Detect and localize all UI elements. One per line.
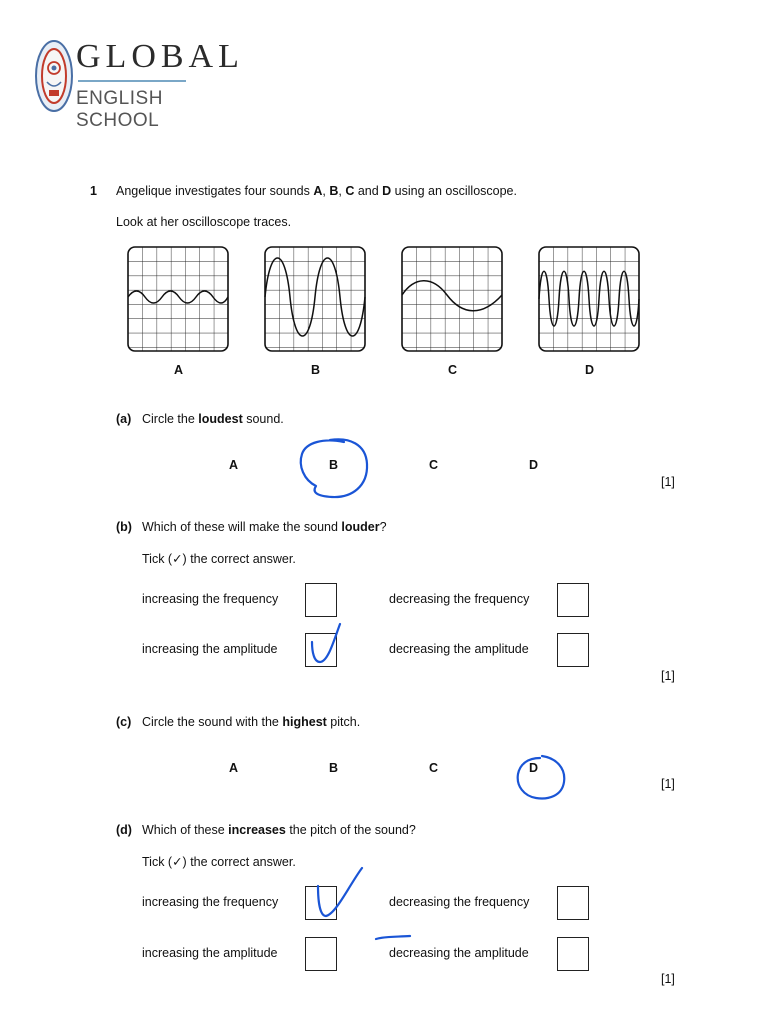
part-d-text: Which of these <box>142 823 229 837</box>
part-c-option-c[interactable]: C <box>429 761 439 775</box>
question-intro <box>116 184 517 198</box>
part-b-text-end: ? <box>379 520 387 534</box>
part-a-option-d[interactable]: D <box>529 458 539 472</box>
part-a-option-b[interactable]: B <box>329 458 339 472</box>
part-d-label: (d) <box>116 823 132 837</box>
part-d-stray-pen-mark <box>372 931 416 945</box>
part-c-option-a[interactable]: A <box>229 761 239 775</box>
oscilloscope-screen-c <box>402 247 502 351</box>
part-c-question <box>142 715 360 729</box>
school-crest-icon <box>34 38 74 114</box>
part-b-checkbox-increase-frequency[interactable] <box>305 583 337 617</box>
part-b-option-label: increasing the frequency <box>142 592 279 606</box>
part-b-option-label: decreasing the frequency <box>389 592 530 606</box>
intro-sep: , <box>338 184 346 198</box>
intro-sound-b: B <box>329 184 339 198</box>
intro-text-end: using an oscilloscope. <box>391 184 517 198</box>
part-d-question <box>142 823 416 837</box>
part-c-option-d[interactable]: D <box>529 761 539 775</box>
part-c-text: Circle the sound with the <box>142 715 283 729</box>
oscilloscope-traces <box>124 245 664 357</box>
look-instruction: Look at her oscilloscope traces. <box>116 215 292 229</box>
intro-sound-d: D <box>382 184 392 198</box>
part-d-text-end: the pitch of the sound? <box>285 823 416 837</box>
question-number: 1 <box>90 184 97 198</box>
trace-label-a: A <box>174 363 184 377</box>
oscilloscope-screen-b <box>265 247 365 351</box>
intro-and: and <box>354 184 383 198</box>
part-d-option-label: decreasing the amplitude <box>389 946 529 960</box>
part-a-option-a[interactable]: A <box>229 458 239 472</box>
intro-sound-c: C <box>345 184 355 198</box>
part-b-tick-mark <box>304 620 344 670</box>
school-logo <box>34 38 244 131</box>
trace-label-c: C <box>448 363 458 377</box>
part-b-checkbox-decrease-amplitude[interactable] <box>557 633 589 667</box>
oscilloscope-screen-d <box>539 247 639 351</box>
part-d-checkbox-increase-amplitude[interactable] <box>305 937 337 971</box>
part-c-label: (c) <box>116 715 132 729</box>
trace-label-d: D <box>585 363 595 377</box>
trace-label-b: B <box>311 363 321 377</box>
intro-text: Angelique investigates four sounds <box>116 184 314 198</box>
part-a-text: Circle the <box>142 412 199 426</box>
part-d-keyword: increases <box>228 823 286 837</box>
intro-sep: , <box>322 184 330 198</box>
part-c-option-b[interactable]: B <box>329 761 339 775</box>
part-a-keyword: loudest <box>198 412 243 426</box>
part-a-label: (a) <box>116 412 132 426</box>
part-c-answer-circle <box>512 752 572 804</box>
part-d-option-label: increasing the amplitude <box>142 946 278 960</box>
part-a-text-end: sound. <box>242 412 284 426</box>
logo-title: GLOBAL <box>76 38 244 75</box>
part-b-label: (b) <box>116 520 132 534</box>
intro-sound-a: A <box>313 184 323 198</box>
part-a-marks: [1] <box>661 475 675 489</box>
part-c-marks: [1] <box>661 777 675 791</box>
part-b-text: Which of these will make the sound <box>142 520 342 534</box>
part-a-question <box>142 412 284 426</box>
part-d-marks: [1] <box>661 972 675 986</box>
part-b-keyword: louder <box>341 520 380 534</box>
part-d-checkbox-decrease-amplitude[interactable] <box>557 937 589 971</box>
part-d-option-label: increasing the frequency <box>142 895 279 909</box>
logo-subtitle: ENGLISH SCHOOL <box>76 88 163 131</box>
part-b-checkbox-decrease-frequency[interactable] <box>557 583 589 617</box>
part-a-answer-circle <box>294 434 374 504</box>
oscilloscope-screen-a <box>128 247 228 351</box>
part-b-tick-instruction: Tick (✓) the correct answer. <box>142 552 296 566</box>
part-a-option-c[interactable]: C <box>429 458 439 472</box>
part-d-option-label: decreasing the frequency <box>389 895 530 909</box>
part-b-question <box>142 520 387 534</box>
part-c-text-end: pitch. <box>326 715 361 729</box>
part-d-tick-instruction: Tick (✓) the correct answer. <box>142 855 296 869</box>
part-c-keyword: highest <box>282 715 327 729</box>
part-b-marks: [1] <box>661 669 675 683</box>
logo-divider <box>78 80 186 82</box>
part-b-option-label: increasing the amplitude <box>142 642 278 656</box>
part-d-tick-mark <box>308 862 368 922</box>
part-b-option-label: decreasing the amplitude <box>389 642 529 656</box>
part-d-checkbox-decrease-frequency[interactable] <box>557 886 589 920</box>
